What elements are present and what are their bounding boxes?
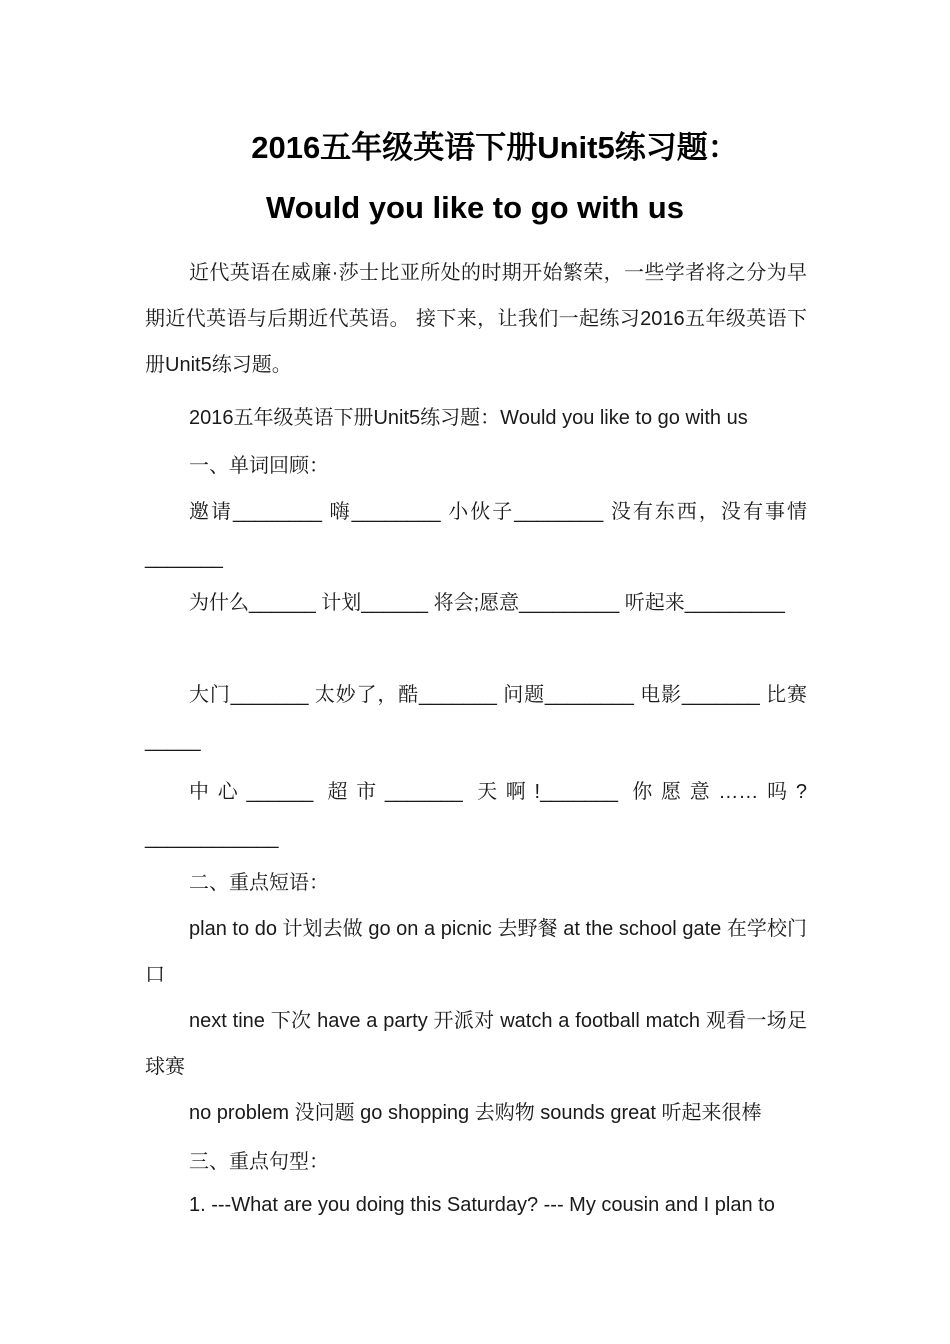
vocab-line-2: 为什么______ 计划______ 将会;愿意_________ 听起来_________ (189, 592, 785, 614)
phrase-line-2: next tine 下次 have a party 开派对 watch a football match 观看一场足球赛 (145, 1010, 807, 1078)
phrase-line-3: no problem 没问题 go shopping 去购物 sounds great 听起来很棒 (189, 1102, 762, 1124)
section2-heading: 二、重点短语： (189, 872, 329, 894)
vocab-line-4: 中心______ 超市_______ 天啊!_______ 你愿意……吗?____________ (145, 781, 807, 849)
section1-heading: 一、单词回顾： (189, 455, 329, 477)
section3-heading: 三、重点句型： (189, 1151, 329, 1173)
document-title: 2016五年级英语下册Unit5练习题： (251, 130, 739, 165)
intro-paragraph: 近代英语在威廉·莎士比亚所处的时期开始繁荣，一些学者将之分为早期近代英语与后期近代英语。 接下来，让我们一起练习2016五年级英语下册Unit5练习题。 (145, 262, 807, 376)
sentence-line-1: 1. ---What are you doing this Saturday? --- My cousin and I plan to (189, 1194, 775, 1216)
vocab-line-3: 大门_______ 太妙了，酷_______ 问题________ 电影_______ 比赛_____ (145, 684, 807, 752)
vocab-line-1: 邀请________ 嗨________ 小伙子________ 没有东西，没有事情_______ (145, 501, 807, 569)
document-subtitle-title: Would you like to go with us (266, 190, 684, 225)
phrase-line-1: plan to do 计划去做 go on a picnic 去野餐 at the school gate 在学校门口 (145, 918, 807, 986)
subtitle-paragraph: 2016五年级英语下册Unit5练习题：Would you like to go with us (189, 407, 748, 429)
